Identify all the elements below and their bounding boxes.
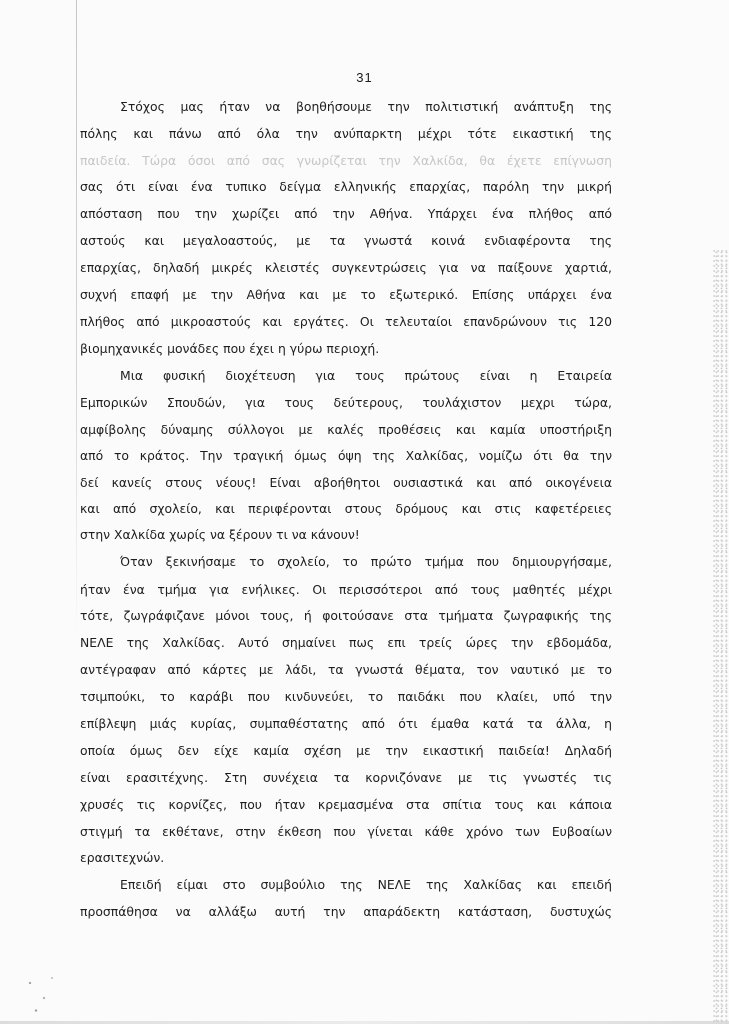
- text-line: Επειδή είμαι στο συμβούλιο της ΝΕΛΕ της Χαλκίδας και επειδή: [120, 877, 612, 892]
- text-line: και από σχολείο, και περιφέρονται στους δρόμους και στις καφετέρειες: [80, 501, 612, 516]
- scan-edge-noise: [713, 250, 729, 1024]
- text-line: παιδεία. Τώρα όσοι από σας γνωρίζεται την Χαλκίδα, θα έχετε επίγνωση: [80, 153, 612, 168]
- text-line: συχνή επαφή με την Αθήνα και με το εξωτερικό. Επίσης υπάρχει ένα: [80, 287, 612, 302]
- text-line: επίβλεψη μιάς κυρίας, συμπαθέστατης από ότι έμαθα κατά τα άλλα, η: [80, 716, 612, 731]
- text-line: είναι ερασιτέχνης. Στη συνέχεια τα κορνιζόνανε με τις γνωστές τις: [80, 770, 612, 785]
- text-line: απόσταση που την χωρίζει από την Αθήνα. Υπάρχει ένα πλήθος από: [80, 206, 612, 221]
- text-line: σας ότι είναι ένα τυπικο δείγμα ελληνικής επαρχίας, παρόλη την μικρή: [80, 179, 612, 194]
- text-line: αντέγραφαν από κάρτες με λάδι, τα γνωστά θέματα, τον ναυτικό με το: [80, 662, 612, 677]
- text-line: δεί κανείς στους νέους! Είναι αβοήθητοι ουσιαστικά και από οικογένεια: [80, 475, 612, 490]
- text-line: αμφίβολης δύναμης σύλλογοι με καλές προθέσεις και καμία υποστήριξη: [80, 422, 612, 437]
- page-number: 31: [356, 70, 373, 85]
- text-line: οποία όμως δεν είχε καμία σχέση με την εικαστική παιδεία! Δηλαδή: [80, 743, 612, 758]
- text-line: πόλης και πάνω από όλα την ανύπαρκτη μέχρι τότε εικαστική της: [80, 126, 612, 141]
- text-line: από το κράτος. Την τραγική όμως όψη της Χαλκίδας, νομίζω ότι θα την: [80, 448, 612, 463]
- text-line: ήταν ένα τμήμα για ενήλικες. Οι περισσότεροι από τους μαθητές μέχρι: [80, 582, 612, 597]
- scan-smudge: [22, 968, 62, 1018]
- text-line: Όταν ξεκινήσαμε το σχολείο, το πρώτο τμήμα που δημιουργήσαμε,: [120, 554, 612, 569]
- text-line: χρυσές τις κορνίζες, που ήταν κρεμασμένα στα σπίτια τους και κάποια: [80, 797, 612, 812]
- text-line: προσπάθησα να αλλάξω αυτή την απαράδεκτη κατάσταση, δυστυχώς: [80, 904, 612, 919]
- binding-margin-line: [76, 0, 77, 640]
- text-line: ΝΕΛΕ της Χαλκίδας. Αυτό σημαίνει πως επι τρείς ώρες την εβδομάδα,: [80, 635, 612, 650]
- text-line: αστούς και μεγαλοαστούς, με τα γνωστά κοινά ενδιαφέροντα της: [80, 233, 612, 248]
- text-line: τσιμπούκι, το καράβι που κινδυνεύει, το παιδάκι που κλαίει, υπό την: [80, 689, 612, 704]
- text-line: στην Χαλκίδα χωρίς να ξέρουν τι να κάνουν!: [80, 527, 360, 542]
- text-line: βιομηχανικές μονάδες που έχει η γύρω περιοχή.: [80, 341, 380, 356]
- text-line: επαρχίας, δηλαδή μικρές κλειστές συγκεντρώσεις για να παίξουνε χαρτιά,: [80, 260, 612, 275]
- text-line: Εμπορικών Σπουδών, για τους δεύτερους, τουλάχιστον μεχρι τώρα,: [80, 395, 612, 410]
- text-line: Μια φυσική διοχέτευση για τους πρώτους είναι η Εταιρεία: [120, 368, 612, 383]
- text-line: ερασιτεχνών.: [80, 850, 165, 865]
- text-line: στιγμή τα εκθέτανε, στην έκθεση που γίνεται κάθε χρόνο των Ευβοαίων: [80, 824, 612, 839]
- text-line: πλήθος από μικροαστούς και εργάτες. Οι τελευταίοι επανδρώνουν τις 120: [80, 314, 612, 329]
- text-line: τότε, ζωγράφιζανε μόνοι τους, ή φοιτούσανε στα τμήματα ζωγραφικής της: [80, 608, 612, 623]
- text-line: Στόχος μας ήταν να βοηθήσουμε την πολιτιστική ανάπτυξη της: [120, 99, 612, 114]
